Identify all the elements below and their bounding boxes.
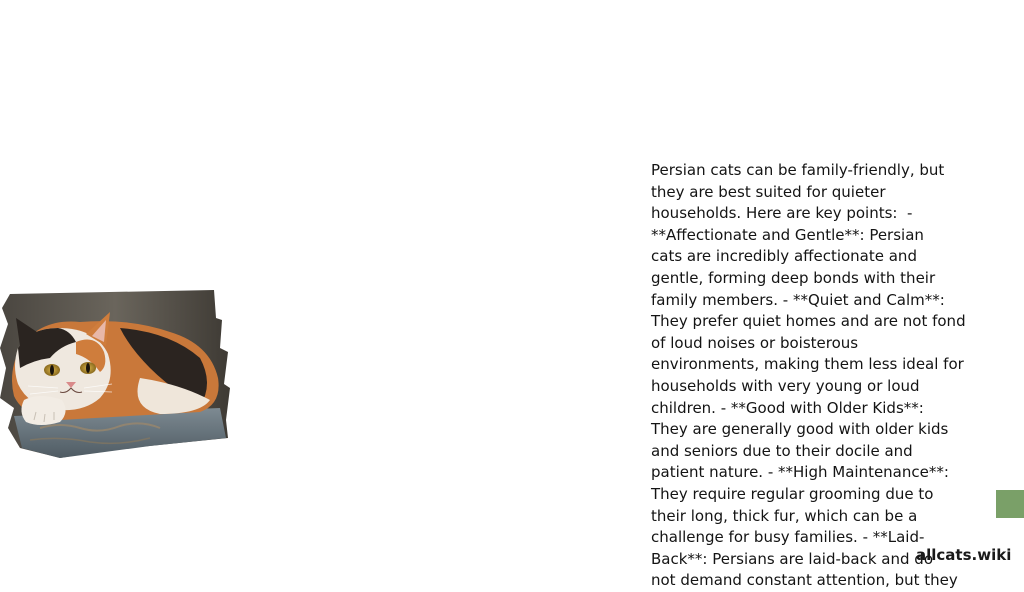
accent-square: [996, 490, 1024, 518]
cat-photo: [0, 288, 232, 462]
article-text: Persian cats can be family-friendly, but they are best suited for quieter households. Here are key points: - **Affectionate and Gentle**: Persian cats are incredibly affectionate and gentle, forming deep bonds with their family members. - **Quiet and Calm**: They prefer quiet homes and are not fond of loud noises or boisterous environments, making them less ideal for households with very young or loud children. - **Good with Older Kids**: They are generally good with older kids and seniors due to their docile and patient nature. - **High Maintenance**: They require regular grooming due to their long, thick fur, which can be a challenge for busy families. - **Laid- Back**: Persians are laid-back and do not demand constant attention, but they: [651, 161, 966, 590]
brand-watermark[interactable]: allcats.wiki: [916, 546, 1012, 564]
